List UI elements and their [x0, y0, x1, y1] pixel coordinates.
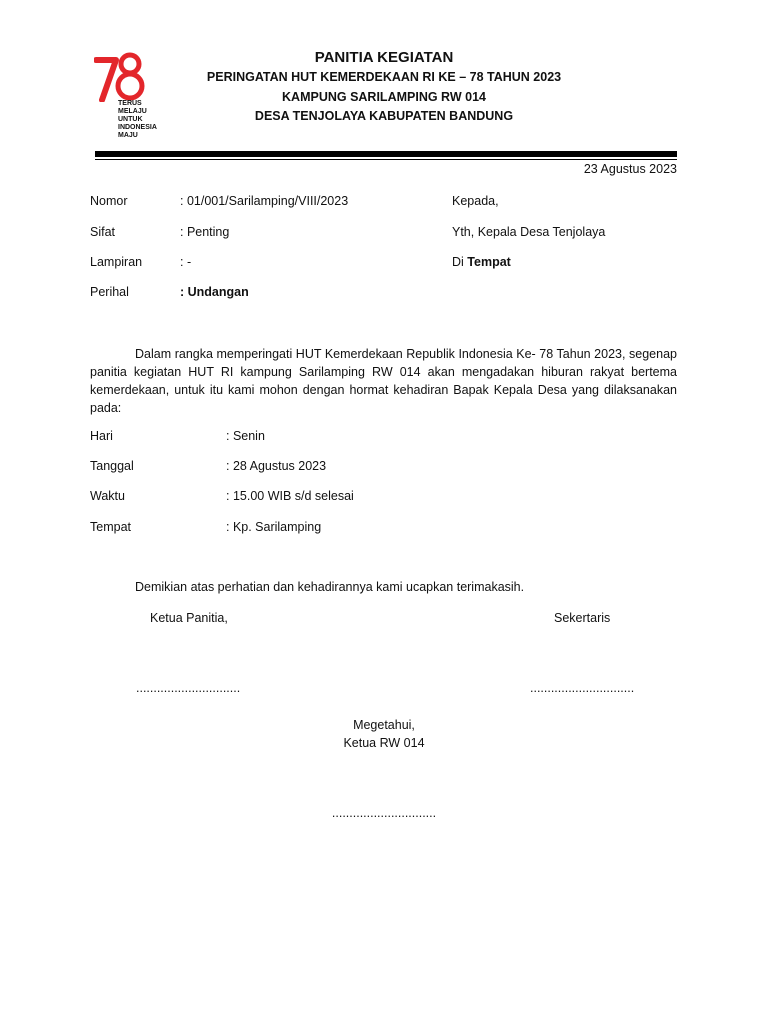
waktu-value: : 15.00 WIB s/d selesai — [226, 489, 354, 503]
tempat-value: : Kp. Sarilamping — [226, 520, 322, 534]
waktu-label: Waktu — [90, 489, 125, 503]
sifat-label: Sifat — [90, 225, 116, 239]
tanggal-label: Tanggal — [90, 459, 134, 473]
secretary-signature-line: .............................. — [530, 681, 635, 695]
perihal-label: Perihal — [90, 285, 129, 299]
acknowledged-label: Megetahui, — [353, 718, 415, 732]
hari-value: : Senin — [226, 429, 265, 443]
tempat-label: Tempat — [90, 520, 131, 534]
logo-78-graphic — [94, 50, 150, 102]
recipient-name: Yth, Kepala Desa Tenjolaya — [452, 225, 606, 239]
header-divider-thick — [95, 151, 677, 157]
committee-title: PANITIA KEGIATAN — [314, 49, 454, 66]
letter-date: 23 Agustus 2023 — [583, 162, 677, 176]
rw-chairman-title: Ketua RW 014 — [343, 736, 425, 750]
closing-sentence: Demikian atas perhatian dan kehadirannya kami ucapkan terimakasih. — [135, 580, 525, 594]
recipient-place — [452, 255, 511, 269]
recipient-place-prefix: Di — [452, 255, 464, 269]
event-title: PERINGATAN HUT KEMERDEKAAN RI KE – 78 TAHUN 2023 — [206, 70, 562, 84]
sifat-value: : Penting — [180, 225, 230, 239]
village-name: KAMPUNG SARILAMPING RW 014 — [282, 90, 486, 104]
lampiran-label: Lampiran — [90, 255, 143, 269]
lampiran-value: : - — [180, 255, 192, 269]
nomor-label: Nomor — [90, 194, 128, 208]
header-divider-thin — [95, 159, 677, 160]
secretary-title: Sekertaris — [554, 611, 611, 625]
perihal-value: : Undangan — [180, 285, 249, 299]
logo-tagline: TERUS MELAJU UNTUK INDONESIA MAJU — [118, 100, 157, 139]
invitation-paragraph: Dalam rangka memperingati HUT Kemerdekaan Republik Indonesia Ke- 78 Tahun 2023, segenap panitia kegiatan HUT RI kampung Sarilamping RW 014 akan mengadakan hiburan rakyat bertema kemerdekaan, untuk itu kami mohon dengan hormat kehadiran Bapak Kepala Desa yang dilaksanakan pada: — [90, 347, 677, 415]
hari-label: Hari — [90, 429, 113, 443]
district-name: DESA TENJOLAYA KABUPATEN BANDUNG — [254, 109, 514, 123]
recipient-greeting: Kepada, — [452, 194, 499, 208]
nomor-value: : 01/001/Sarilamping/VIII/2023 — [180, 194, 349, 208]
chairman-title: Ketua Panitia, — [150, 611, 228, 625]
recipient-place-name: Tempat — [467, 255, 511, 269]
rw-chairman-signature-line: .............................. — [331, 806, 437, 820]
tanggal-value: : 28 Agustus 2023 — [226, 459, 327, 473]
chairman-signature-line: .............................. — [136, 681, 241, 695]
